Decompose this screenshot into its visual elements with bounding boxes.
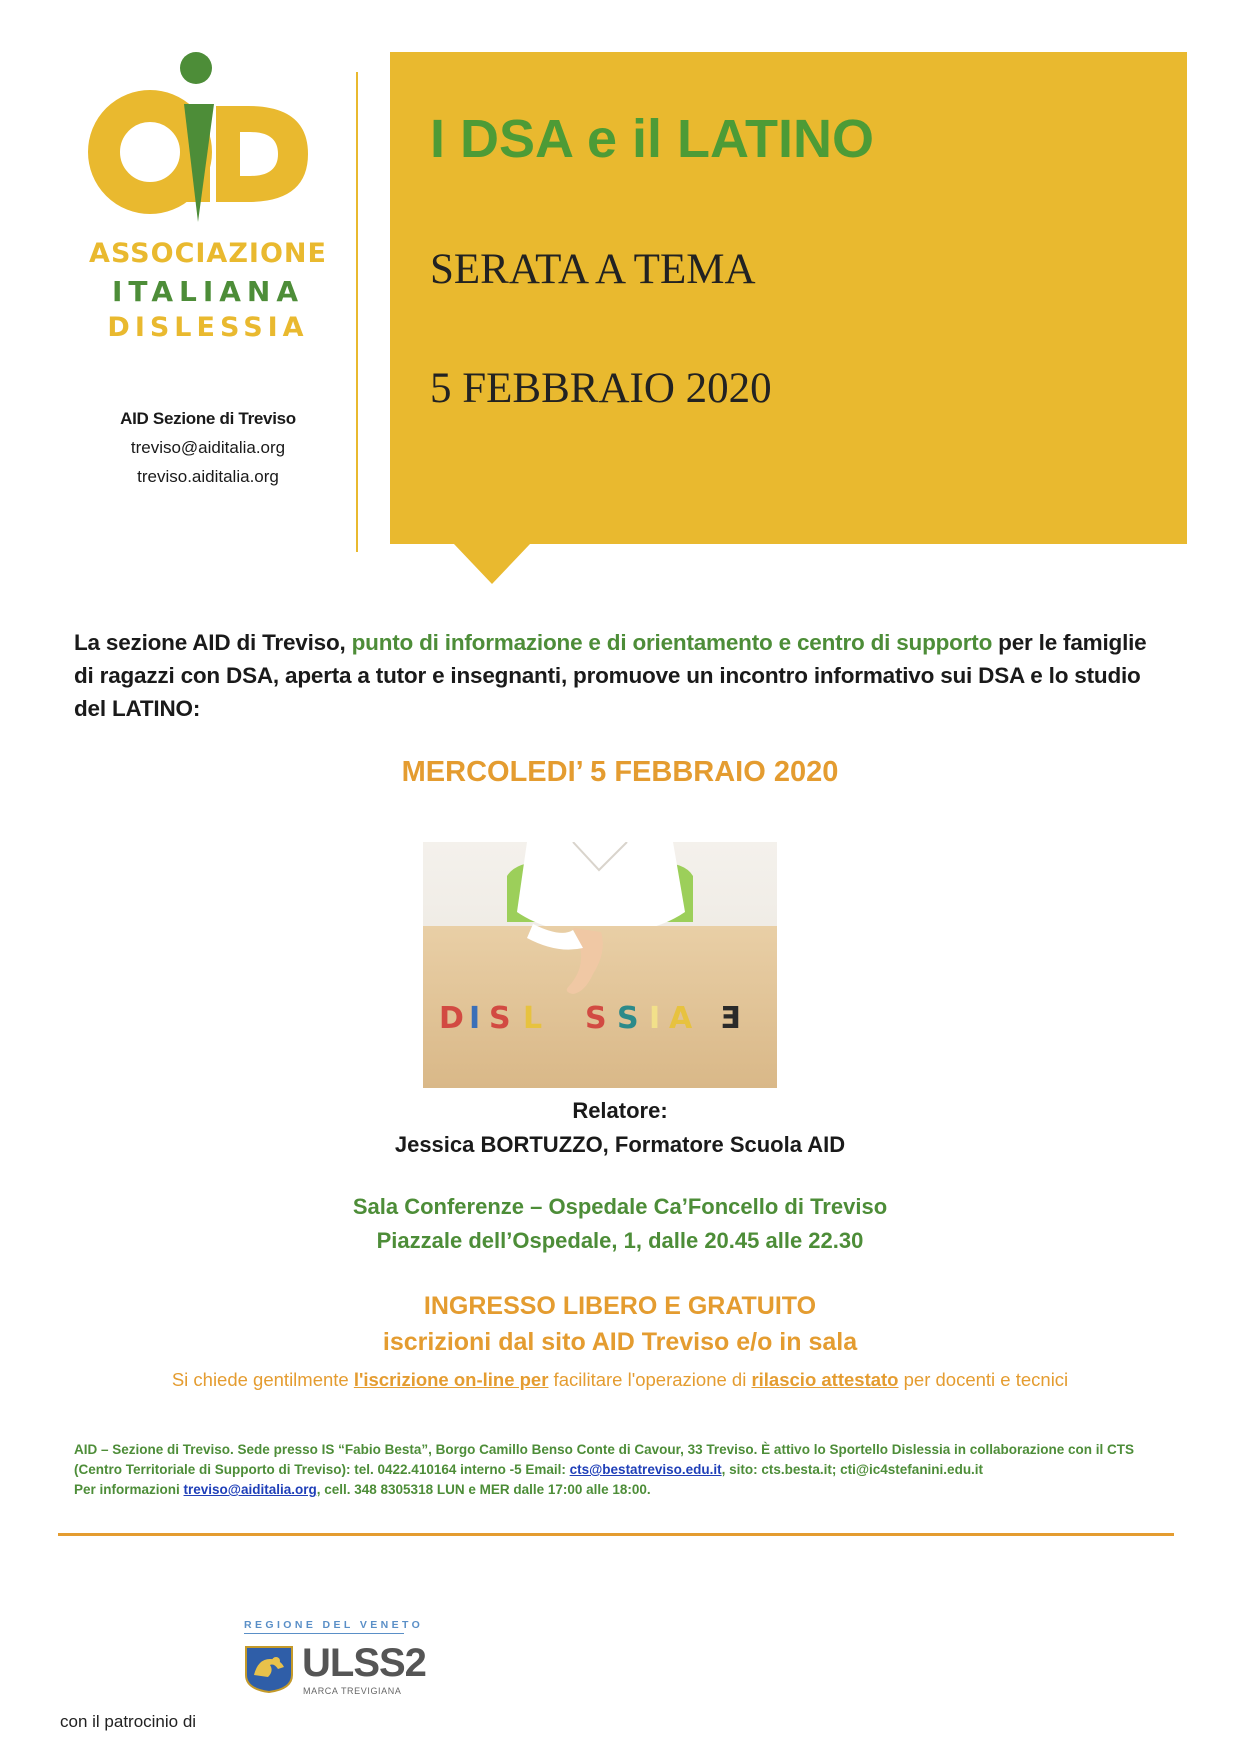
ulss-logo-subtext: MARCA TREVIGIANA bbox=[303, 1686, 402, 1696]
footer-text4: , cell. 348 8305318 LUN e MER dalle 17:00 alle 18:00. bbox=[316, 1482, 651, 1497]
online-registration-link[interactable]: l'iscrizione on-line per bbox=[353, 1369, 549, 1390]
ulss-logo-text: ULSS2 bbox=[302, 1641, 426, 1685]
footer-info bbox=[74, 1440, 1164, 1500]
photo-letter: I bbox=[649, 1001, 661, 1036]
note-text-b: facilitare l'operazione di bbox=[548, 1369, 752, 1390]
photo-letter: S bbox=[617, 1001, 639, 1036]
dislessia-photo bbox=[423, 842, 777, 1088]
divider-vertical bbox=[356, 72, 358, 552]
venue-line2: Piazzale dell’Ospedale, 1, dalle 20.45 alle 22.30 bbox=[376, 1228, 864, 1253]
logo-word-italiana: ITALIANA bbox=[111, 275, 305, 308]
region-title: REGIONE DEL VENETO bbox=[244, 1619, 424, 1631]
certificate-link[interactable]: rilascio attestato bbox=[751, 1369, 899, 1390]
event-date-heading: 5 FEBBRAIO 2020 bbox=[430, 365, 772, 412]
title-box-pointer bbox=[454, 544, 530, 584]
section-email[interactable]: treviso@aiditalia.org bbox=[130, 438, 286, 457]
veneto-lion-icon bbox=[244, 1645, 294, 1693]
event-title: I DSA e il LATINO bbox=[430, 109, 875, 169]
aid-logo-mark bbox=[88, 52, 328, 242]
patronage-label: con il patrocinio di bbox=[60, 1712, 197, 1731]
footer-divider bbox=[58, 1533, 1174, 1536]
region-underline bbox=[244, 1633, 404, 1634]
note-text-c: per docenti e tecnici bbox=[898, 1369, 1069, 1390]
photo-letter: L bbox=[523, 1001, 543, 1036]
photo-letter: E bbox=[720, 1001, 741, 1036]
intro-highlight: punto di informazione e di orientamento e centro di supporto bbox=[351, 630, 993, 655]
speaker-name: Jessica BORTUZZO, Formatore Scuola AID bbox=[394, 1132, 846, 1157]
registration-note bbox=[0, 1366, 1240, 1394]
footer-text1: AID – Sezione di Treviso. Sede presso IS “Fabio Besta”, Borgo Camillo Benso Conte di Cavour, 33 Treviso. È attivo lo Sportello Dislessia in collaborazione con il CTS (Centro Territoriale di Supporto di Treviso): tel. 0422.410164 interno -5 Email: bbox=[74, 1442, 1135, 1477]
aid-logo bbox=[88, 52, 328, 342]
intro-part1: La sezione AID di Treviso, bbox=[74, 630, 352, 655]
footer-text2: , sito: cts.besta.it; cti@ic4stefanini.edu.it bbox=[721, 1462, 984, 1477]
admission-line1: INGRESSO LIBERO E GRATUITO bbox=[423, 1292, 817, 1320]
section-info bbox=[88, 404, 328, 491]
speaker-label: Relatore: bbox=[572, 1098, 668, 1123]
intro-paragraph bbox=[74, 626, 1164, 725]
note-text-a: Si chiede gentilmente bbox=[171, 1369, 354, 1390]
photo-letter: S bbox=[489, 1001, 511, 1036]
venue-line1: Sala Conferenze – Ospedale Ca’Foncello di Treviso bbox=[352, 1194, 888, 1219]
photo-letter: I bbox=[469, 1001, 481, 1036]
event-date: MERCOLEDI’ 5 FEBBRAIO 2020 bbox=[401, 756, 839, 788]
photo-letter: A bbox=[669, 1001, 693, 1036]
photo-letter: S bbox=[585, 1001, 607, 1036]
photo-letter: D bbox=[439, 1001, 464, 1036]
photo-illustration bbox=[423, 842, 777, 1088]
treviso-email-link[interactable]: treviso@aiditalia.org bbox=[183, 1482, 317, 1497]
logo-word-associazione: ASSOCIAZIONE bbox=[89, 238, 327, 269]
logo-word-dislessia: DISLESSIA bbox=[107, 312, 309, 343]
cts-email-link[interactable]: cts@bestatreviso.edu.it bbox=[569, 1462, 722, 1477]
intro-part2: per le famiglie di ragazzi con DSA, aperta a tutor e insegnanti, promuove un incontro informativo sui DSA e lo studio del LATINO: bbox=[74, 630, 1147, 721]
admission-line2: iscrizioni dal sito AID Treviso e/o in sala bbox=[382, 1328, 858, 1356]
footer-text3: Per informazioni bbox=[74, 1482, 184, 1497]
event-subtitle: SERATA A TEMA bbox=[430, 246, 756, 293]
section-site[interactable]: treviso.aiditalia.org bbox=[137, 467, 279, 486]
section-title: AID Sezione di Treviso bbox=[120, 409, 296, 428]
